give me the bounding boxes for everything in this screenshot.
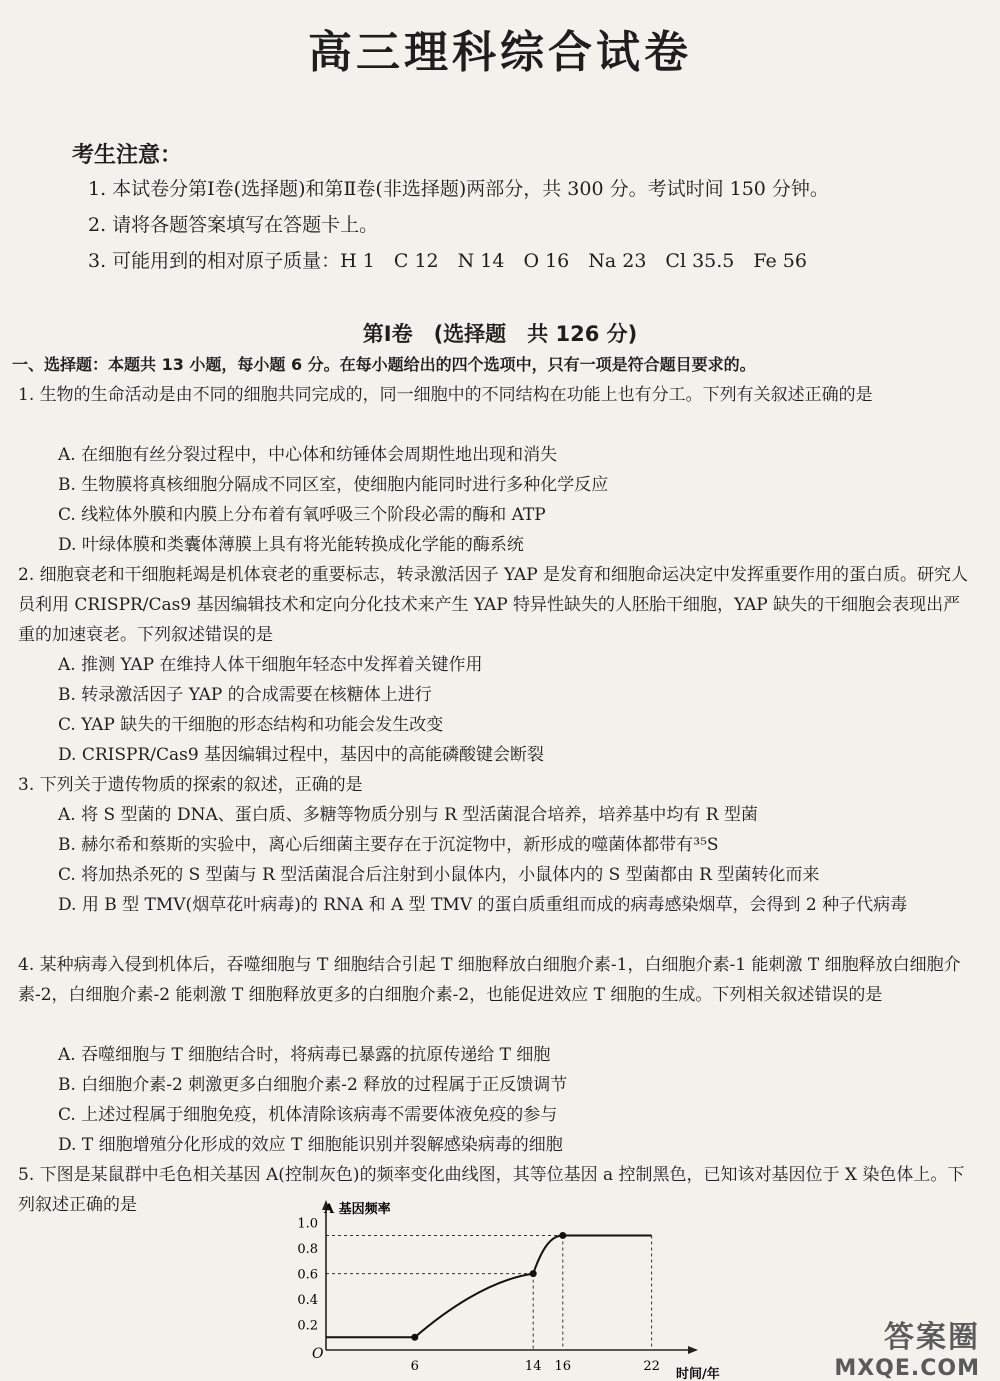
- question-option: B. 赫尔希和蔡斯的实验中，离心后细菌主要存在于沉淀物中，新形成的噬菌体都带有³⁵S: [58, 835, 719, 855]
- question-stem: 1. 生物的生命活动是由不同的细胞共同完成的，同一细胞中的不同结构在功能上也有分工。下列有关叙述正确的是: [18, 385, 873, 405]
- y-tick-label: 0.2: [297, 1318, 318, 1334]
- watermark-line2: MXQE.COM: [834, 1356, 980, 1381]
- data-point: [530, 1270, 537, 1277]
- question-option: A. 将 S 型菌的 DNA、蛋白质、多糖等物质分别与 R 型活菌混合培养，培养基中均有 R 型菌: [58, 805, 758, 825]
- question-option: D. 用 B 型 TMV(烟草花叶病毒)的 RNA 和 A 型 TMV 的蛋白质重组而成的病毒感染烟草，会得到 2 种子代病毒: [58, 895, 908, 915]
- question-option: C. 线粒体外膜和内膜上分布着有氧呼吸三个阶段必需的酶和 ATP: [58, 505, 546, 525]
- question-option: B. 白细胞介素-2 刺激更多白细胞介素-2 释放的过程属于正反馈调节: [58, 1075, 568, 1095]
- y-tick-label: 1.0: [297, 1216, 318, 1232]
- notice-heading: 考生注意：: [72, 143, 183, 168]
- question-stem: 5. 下图是某鼠群中毛色相关基因 A(控制灰色)的频率变化曲线图，其等位基因 a 控制黑色，已知该对基因位于 X 染色体上。下列叙述正确的是: [18, 1165, 965, 1215]
- y-tick-label: 0.6: [297, 1267, 318, 1283]
- frequency-curve: [326, 1235, 652, 1337]
- question-option: D. CRISPR/Cas9 基因编辑过程中，基因中的高能磷酸键会断裂: [58, 745, 545, 765]
- question-option: A. 吞噬细胞与 T 细胞结合时，将病毒已暴露的抗原传递给 T 细胞: [58, 1045, 551, 1065]
- x-tick-label: 6: [410, 1359, 419, 1374]
- y-tick-label: 0.4: [297, 1293, 318, 1309]
- origin-label: O: [312, 1346, 324, 1362]
- x-axis-label: 时间/年: [676, 1367, 720, 1380]
- question-option: C. 将加热杀死的 S 型菌与 R 型活菌混合后注射到小鼠体内，小鼠体内的 S 型菌都由 R 型菌转化而来: [58, 865, 820, 885]
- section-heading: 第Ⅰ卷 (选择题 共 126 分): [362, 322, 638, 346]
- x-tick-label: 22: [643, 1359, 660, 1374]
- question-option: A. 在细胞有丝分裂过程中，中心体和纺锤体会周期性地出现和消失: [58, 445, 558, 465]
- watermark-line1: 答案圈: [884, 1320, 980, 1355]
- y-tick-label: 0.8: [297, 1242, 318, 1258]
- question-stem: 4. 某种病毒入侵到机体后，吞噬细胞与 T 细胞结合引起 T 细胞释放白细胞介素-1，白细胞介素-1 能刺激 T 细胞释放白细胞介素-2，白细胞介素-2 能刺激 T 细胞释放更多的白细胞介素-2，也能促进效应 T 细胞的生成。下列相关叙述错误的是: [18, 955, 961, 1005]
- question-stem: 3. 下列关于遗传物质的探索的叙述，正确的是: [18, 775, 363, 795]
- section-instruction: 一、选择题：本题共 13 小题，每小题 6 分。在每小题给出的四个选项中，只有一项是符合题目要求的。: [12, 355, 756, 374]
- allele-frequency-chart: [280, 1196, 720, 1380]
- question-option: C. YAP 缺失的干细胞的形态结构和功能会发生改变: [58, 715, 444, 735]
- x-tick-label: 14: [524, 1359, 542, 1374]
- notice-item: 1. 本试卷分第Ⅰ卷(选择题)和第Ⅱ卷(非选择题)两部分，共 300 分。考试时间 150 分钟。: [88, 178, 829, 200]
- question-option: B. 转录激活因子 YAP 的合成需要在核糖体上进行: [58, 685, 432, 705]
- y-axis-label: A 基因频率: [324, 1202, 391, 1217]
- question-option: C. 上述过程属于细胞免疫，机体清除该病毒不需要体液免疫的参与: [58, 1105, 558, 1125]
- notice-item: 2. 请将各题答案填写在答题卡上。: [88, 214, 379, 236]
- question-stem: 2. 细胞衰老和干细胞耗竭是机体衰老的重要标志，转录激活因子 YAP 是发育和细胞命运决定中发挥重要作用的蛋白质。研究人员利用 CRISPR/Cas9 基因编辑技术和定向分化技术来产生 YAP 特异性缺失的人胚胎干细胞，YAP 缺失的干细胞会表现出严重的加速衰老。下列叙述错误的是: [18, 565, 969, 645]
- page-title: 高三理科综合试卷: [308, 27, 692, 78]
- question-option: D. T 细胞增殖分化形成的效应 T 细胞能识别并裂解感染病毒的细胞: [58, 1135, 563, 1155]
- question-option: D. 叶绿体膜和类囊体薄膜上具有将光能转换成化学能的酶系统: [58, 535, 524, 555]
- question-option: A. 推测 YAP 在维持人体干细胞年轻态中发挥着关键作用: [58, 655, 483, 675]
- x-tick-label: 16: [554, 1359, 572, 1374]
- question-option: B. 生物膜将真核细胞分隔成不同区室，使细胞内能同时进行多种化学反应: [58, 475, 609, 495]
- watermark: [834, 1312, 980, 1381]
- notice-item: 3. 可能用到的相对原子质量：H 1 C 12 N 14 O 16 Na 23 Cl 35.5 Fe 56: [88, 250, 807, 272]
- data-point: [411, 1334, 418, 1341]
- x-axis-arrow: [688, 1346, 698, 1354]
- data-point: [559, 1232, 566, 1239]
